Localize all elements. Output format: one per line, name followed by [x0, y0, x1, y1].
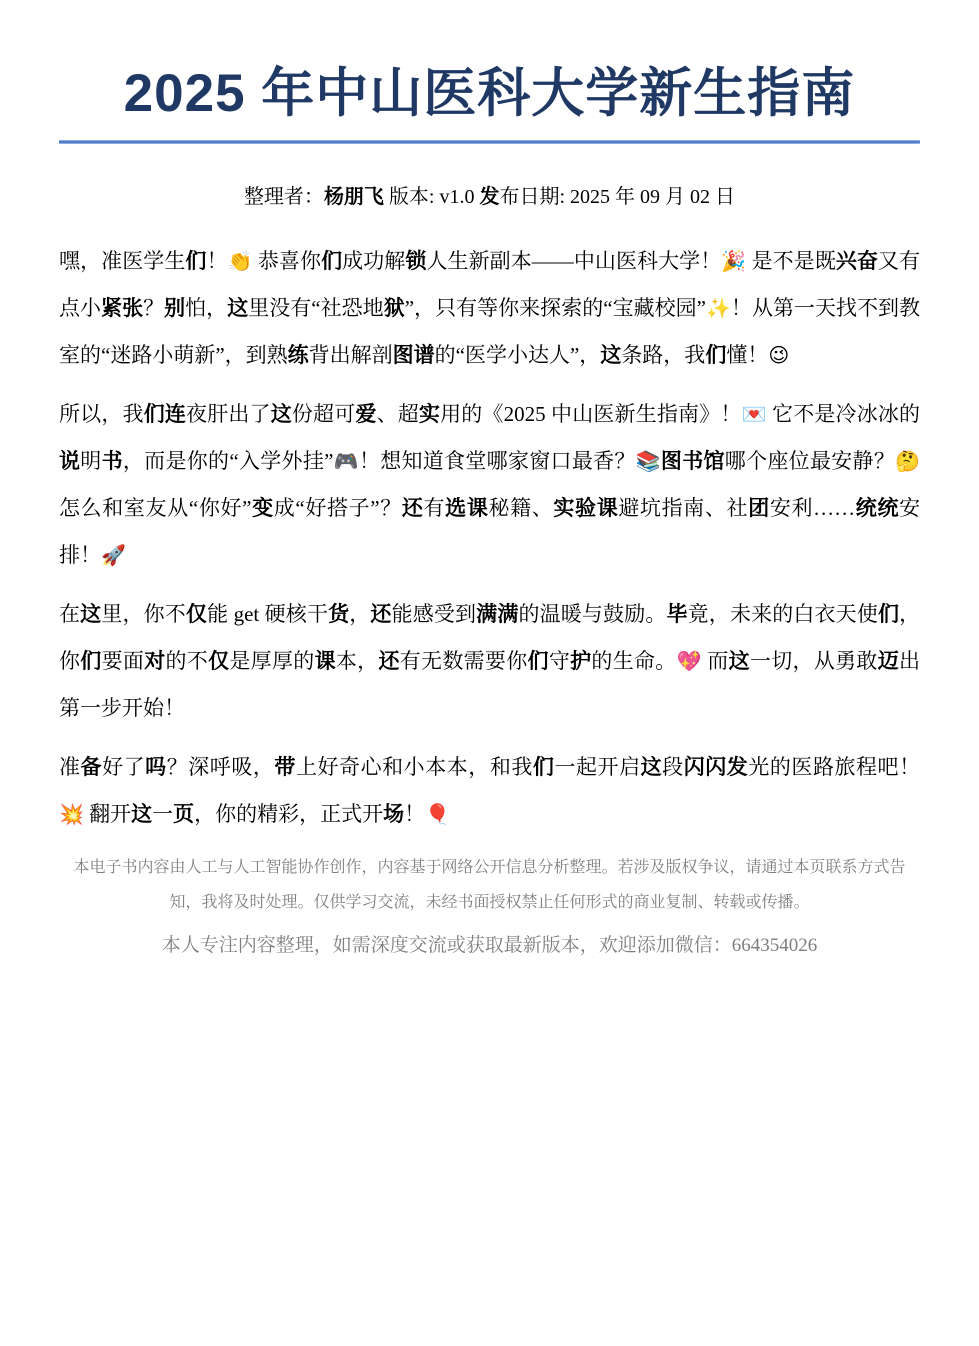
- text-run: 段: [662, 755, 684, 779]
- emphasis-text: 还: [378, 650, 400, 673]
- emphasis-text: 狱: [383, 297, 405, 320]
- text-run: ？深呼吸，: [166, 755, 275, 779]
- text-run: 避坑指南、社: [618, 496, 749, 520]
- emphasis-text: 们: [321, 250, 343, 273]
- document-body: [59, 238, 920, 838]
- text-run: 能 get 硬核干: [207, 602, 329, 626]
- text-run: 的不: [165, 649, 209, 673]
- text-run: 明: [80, 449, 102, 473]
- emphasis-text: 货: [328, 603, 350, 626]
- text-run: 光的医路旅程吧！: [748, 755, 921, 779]
- emphasis-text: 们: [532, 756, 555, 779]
- text-run: ，而是你的“入学外挂”: [122, 449, 334, 473]
- sparkles-icon: ✨: [705, 296, 731, 320]
- sparkling-heart-icon: 💖: [676, 649, 702, 673]
- emphasis-text: 这: [270, 403, 292, 426]
- text-run: 安利……: [769, 496, 856, 520]
- clapping-hands-icon: 👏: [227, 249, 253, 273]
- emphasis-text: 杨朋飞: [323, 186, 384, 208]
- text-run: 有无数需要你: [399, 649, 528, 673]
- text-run: 翻开: [83, 802, 132, 826]
- text-run: 怎么和室友从“你好”: [59, 496, 252, 520]
- emphasis-text: 图书馆: [660, 450, 725, 473]
- emphasis-text: 对: [144, 650, 166, 673]
- text-run: 的生命。: [591, 649, 677, 673]
- text-run: 里没有“社恐地: [248, 296, 384, 320]
- text-run: 嘿，准医学生: [59, 249, 186, 273]
- text-run: ？: [143, 296, 165, 320]
- text-run: 一切，从勇敢: [749, 649, 878, 673]
- books-icon: 📚: [635, 449, 661, 473]
- byline: [59, 182, 920, 212]
- text-run: 有: [423, 496, 446, 520]
- emphasis-text: 这: [80, 603, 102, 626]
- emphasis-text: 变: [251, 497, 274, 520]
- text-run: 本，: [335, 649, 379, 673]
- text-run: 能感受到: [391, 602, 477, 626]
- text-run: 份超可: [291, 402, 356, 426]
- emphasis-text: 还: [401, 497, 424, 520]
- text-run: ！从第一天找不到教室的“迷路小萌新”，到熟: [59, 296, 921, 367]
- contact-text: 本人专注内容整理，如需深度交流或获取最新版本，欢迎添加微信：664354026: [161, 935, 818, 956]
- emphasis-text: 实验课: [553, 497, 619, 520]
- emphasis-text: 场: [383, 803, 405, 826]
- text-run: ！想知道食堂哪家窗口最香？: [358, 449, 636, 473]
- emphasis-text: 还: [370, 603, 392, 626]
- emphasis-text: 们: [80, 650, 102, 673]
- emphasis-text: 闪闪发: [683, 756, 749, 779]
- collision-icon: 💥: [59, 802, 84, 826]
- emphasis-text: 选课: [445, 497, 489, 520]
- rocket-icon: 🚀: [101, 543, 126, 567]
- emphasis-text: 这: [640, 756, 663, 779]
- text-run: ，: [349, 602, 371, 626]
- emphasis-text: 们连: [143, 403, 187, 426]
- thinking-face-icon: 🤔: [895, 449, 921, 473]
- text-run: 而: [701, 649, 729, 673]
- text-run: 、超: [376, 402, 419, 426]
- text-run: 好了: [102, 755, 146, 779]
- text-run: 背出解剖: [308, 343, 393, 367]
- text-run: ”，只有等你来探索的“宝藏校园”: [404, 296, 706, 320]
- text-run: ，你的精彩，正式开: [194, 802, 384, 826]
- emphasis-text: 吗: [145, 756, 167, 779]
- text-run: 所以，我: [59, 402, 144, 426]
- text-run: 里，你不: [101, 602, 186, 626]
- text-run: 用的《2025 中山医新生指南》！: [440, 402, 742, 426]
- text-run: 哪个座位最安静？: [724, 449, 896, 473]
- emphasis-text: 说: [59, 450, 81, 473]
- text-run: 出第一步开始！: [59, 649, 921, 720]
- winking-face-icon: 😉: [768, 343, 790, 367]
- text-run: 怕，: [185, 296, 228, 320]
- emphasis-text: 统统: [855, 497, 900, 520]
- emphasis-text: 们: [527, 650, 549, 673]
- emphasis-text: 发: [479, 186, 500, 208]
- disclaimer-text: 本电子书内容由人工与人工智能协作创作，内容基于网络公开信息分析整理。若涉及版权争议，请通过本页联系方式告知，我将及时处理。仅供学习交流，未经书面授权禁止任何形式的商业复制、转载或传播。: [73, 859, 906, 911]
- text-run: 成功解: [342, 249, 406, 273]
- text-run: 懂！: [726, 343, 769, 367]
- text-run: 要面: [101, 649, 145, 673]
- text-run: 是厚厚的: [229, 649, 315, 673]
- text-run: 条路，我: [621, 343, 706, 367]
- emphasis-text: 图谱: [392, 344, 435, 367]
- text-run: 整理者：: [243, 186, 324, 208]
- text-run: 夜肝出了: [186, 402, 271, 426]
- text-run: 准: [59, 755, 81, 779]
- paragraph-welcome: [59, 238, 920, 379]
- emphasis-text: 页: [173, 803, 195, 826]
- emphasis-text: 实: [418, 403, 441, 426]
- emphasis-text: 们: [705, 344, 727, 367]
- emphasis-text: 满满: [476, 603, 519, 626]
- emphasis-text: 备: [80, 756, 103, 779]
- emphasis-text: 紧张: [101, 297, 144, 320]
- text-run: 布日期: 2025 年 09 月 02 日: [499, 186, 736, 208]
- paragraph-guide-intro: [59, 391, 920, 579]
- paragraph-call-to-action: [59, 744, 920, 838]
- text-run: 成“好搭子”？: [273, 496, 402, 520]
- text-run: 在: [59, 602, 81, 626]
- party-popper-icon: 🎉: [721, 249, 747, 273]
- page-title: 2025 年中山医科大学新生指南: [123, 64, 856, 123]
- emphasis-text: 别: [164, 297, 186, 320]
- text-run: 一: [152, 802, 174, 826]
- text-run: 是不是既: [746, 249, 836, 273]
- emphasis-text: 课: [314, 650, 336, 673]
- text-run: 它不是冷冰冰的: [766, 402, 921, 426]
- emphasis-text: 团: [748, 497, 770, 520]
- text-run: 安排！: [59, 496, 921, 567]
- text-run: 恭喜你: [252, 249, 322, 273]
- emphasis-text: 们: [877, 603, 900, 626]
- text-run: 版本: v1.0: [383, 186, 480, 208]
- text-run: ，你: [59, 602, 921, 673]
- emphasis-text: 带: [274, 756, 296, 779]
- text-run: 一起开启: [554, 755, 641, 779]
- text-run: 人生新副本——中山医科大学！: [426, 249, 722, 273]
- title-divider: [59, 140, 920, 144]
- emphasis-text: 这: [600, 344, 622, 367]
- emphasis-text: 护: [570, 650, 592, 673]
- emphasis-text: 毕: [666, 603, 688, 626]
- text-run: 的“医学小达人”，: [434, 343, 601, 367]
- text-run: 又有点小: [59, 249, 921, 320]
- emphasis-text: 兴奋: [835, 250, 879, 273]
- text-run: ！: [206, 249, 228, 273]
- text-run: ！: [404, 802, 426, 826]
- emphasis-text: 练: [287, 344, 309, 367]
- emphasis-text: 仅: [185, 603, 208, 626]
- text-run: 秘籍、: [488, 496, 554, 520]
- emphasis-text: 锁: [405, 250, 427, 273]
- paragraph-encouragement: [59, 591, 920, 732]
- balloon-icon: 🎈: [425, 802, 451, 826]
- text-run: 竟，未来的白衣天使: [687, 602, 878, 626]
- emphasis-text: 书: [101, 450, 123, 473]
- text-run: 守: [548, 649, 571, 673]
- game-controller-icon: 🎮: [333, 449, 359, 473]
- emphasis-text: 这: [728, 650, 750, 673]
- emphasis-text: 这: [131, 803, 153, 826]
- emphasis-text: 仅: [208, 650, 230, 673]
- text-run: 的温暖与鼓励。: [518, 602, 667, 626]
- emphasis-text: 这: [227, 297, 249, 320]
- emphasis-text: 爱: [355, 403, 377, 426]
- emphasis-text: 们: [185, 250, 207, 273]
- love-letter-icon: 💌: [741, 402, 767, 426]
- emphasis-text: 迈: [877, 650, 900, 673]
- text-run: 上好奇心和小本本，和我: [295, 755, 533, 779]
